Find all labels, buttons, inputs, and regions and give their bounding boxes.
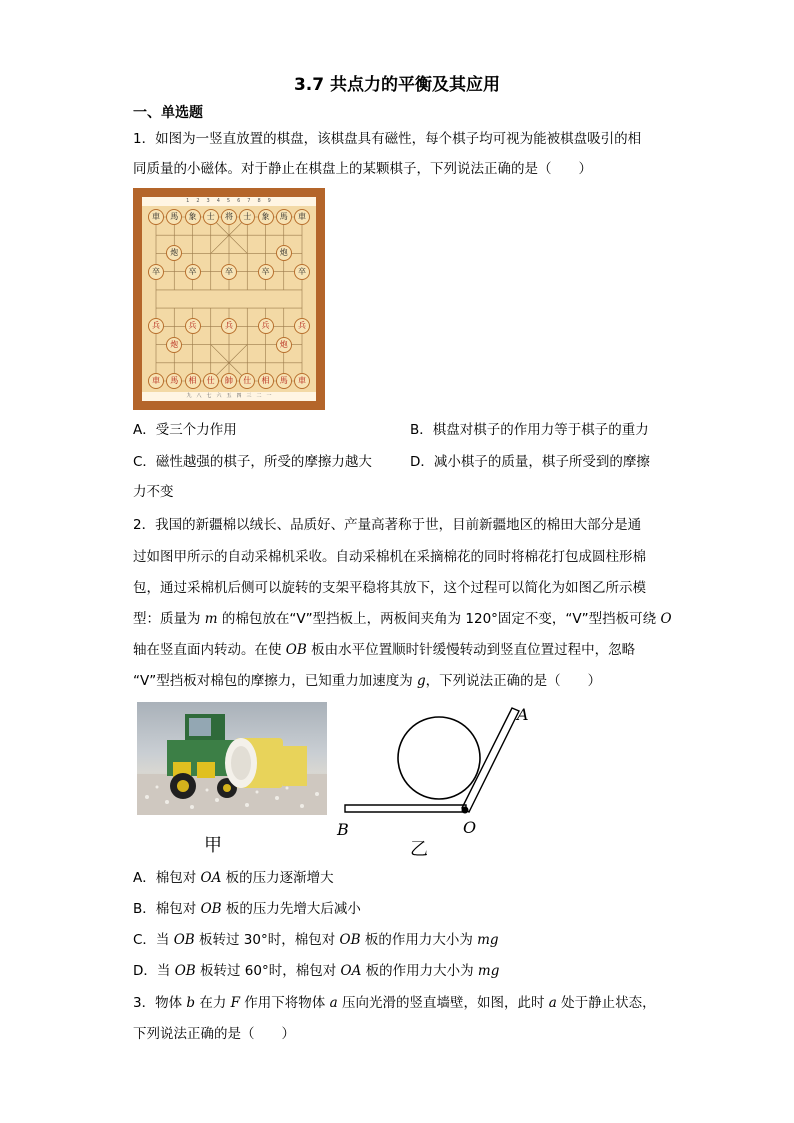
var-OB: OB <box>173 932 195 948</box>
cotton-harvester-photo <box>137 702 327 815</box>
q2-line4 <box>133 609 672 629</box>
q2-line5 <box>133 640 635 660</box>
chess-piece: 相 <box>185 373 201 389</box>
var-a: a <box>548 995 557 1011</box>
var-g: g <box>417 673 426 689</box>
var-OB: OB <box>174 963 196 979</box>
chess-piece: 炮 <box>166 245 182 261</box>
chess-piece: 卒 <box>148 264 164 280</box>
chess-piece: 馬 <box>276 373 292 389</box>
var-OA: OA <box>200 870 222 886</box>
q3-line1 <box>133 993 656 1013</box>
q2-option-b <box>133 899 361 919</box>
q2-optA-text-a: A．棉包对 <box>133 870 201 886</box>
v-board-diagram <box>335 695 545 860</box>
chess-piece: 車 <box>148 209 164 225</box>
chess-piece: 炮 <box>276 337 292 353</box>
q1-option-c: C．磁性越强的棋子，所受的摩擦力越大 <box>133 454 372 470</box>
q1-stem-line2: 同质量的小磁体。对于静止在棋盘上的某颗棋子，下列说法正确的是（ ） <box>133 161 592 177</box>
var-OB: OB <box>339 932 361 948</box>
q2-optA-text-b: 板的压力逐渐增大 <box>221 870 334 886</box>
figure-label-jia: 甲 <box>204 835 222 856</box>
var-mg: mg <box>477 932 499 948</box>
q1-option-a: A．受三个力作用 <box>133 422 237 438</box>
chess-piece: 車 <box>294 209 310 225</box>
q1-stem-line1: 1．如图为一竖直放置的棋盘，该棋盘具有磁性，每个棋子均可视为能被棋盘吸引的相 <box>133 131 642 147</box>
q2-optC-text-b: 板转过 30°时，棉包对 <box>194 932 340 948</box>
pivot-O <box>462 807 469 814</box>
section-heading: 一、单选题 <box>133 105 203 121</box>
chess-piece: 象 <box>185 209 201 225</box>
q2-line5-text-b: 板由水平位置顺时针缓慢转动到竖直位置过程中，忽略 <box>306 642 636 658</box>
chess-piece: 相 <box>258 373 274 389</box>
q2-line1: 2．我国的新疆棉以绒长、品质好、产量高著称于世，目前新疆地区的棉田大部分是通 <box>133 517 642 533</box>
q2-line6-text-b: ，下列说法正确的是（ ） <box>425 673 602 689</box>
chess-piece: 卒 <box>221 264 237 280</box>
board-ruler-bottom-text: 九 八 七 六 五 四 三 二 一 <box>186 393 272 399</box>
chess-piece: 馬 <box>276 209 292 225</box>
chess-board-image <box>133 188 325 410</box>
q2-optC-text-a: C．当 <box>133 932 174 948</box>
chess-piece: 炮 <box>166 337 182 353</box>
cotton-bale-circle <box>398 717 480 799</box>
page-title: 3.7 共点力的平衡及其应用 <box>293 75 501 95</box>
q2-line2: 过如图甲所示的自动采棉机采收。自动采棉机在采摘棉花的同时将棉花打包成圆柱形棉 <box>133 549 646 565</box>
chess-piece: 士 <box>239 209 255 225</box>
var-m: m <box>204 611 218 627</box>
q3-text-b: 在力 <box>195 995 231 1011</box>
harvester-illustration <box>137 702 327 815</box>
q3-text-a: 3．物体 <box>133 995 187 1011</box>
board-grid <box>142 197 316 401</box>
chess-piece: 士 <box>203 209 219 225</box>
var-mg: mg <box>477 963 500 979</box>
chess-piece: 帥 <box>221 373 237 389</box>
chess-piece: 卒 <box>258 264 274 280</box>
q3-line2: 下列说法正确的是（ ） <box>133 1026 295 1042</box>
chess-piece: 車 <box>148 373 164 389</box>
board-ruler-bottom <box>142 392 316 401</box>
label-O: O <box>463 818 477 837</box>
q2-option-d <box>133 961 499 981</box>
chess-piece: 将 <box>221 209 237 225</box>
chess-piece: 炮 <box>276 245 292 261</box>
q2-optB-text-b: 板的压力先增大后减小 <box>221 901 361 917</box>
q2-optD-text-b: 板转过 60°时，棉包对 <box>195 963 341 979</box>
board-OA <box>462 708 519 812</box>
var-O: O <box>660 611 672 627</box>
chess-piece: 兵 <box>221 318 237 334</box>
chess-piece: 馬 <box>166 209 182 225</box>
q2-optD-text-a: D．当 <box>133 963 175 979</box>
var-OB: OB <box>200 901 222 917</box>
q2-line4-text-b: 的棉包放在“V”型挡板上，两板间夹角为 120°固定不变，“V”型挡板可绕 <box>217 611 661 627</box>
q2-line3: 包，通过采棉机后侧可以旋转的支架平稳将其放下，这个过程可以简化为如图乙所示模 <box>133 580 646 596</box>
board-OB <box>345 805 466 812</box>
q2-line6-text-a: “V”型挡板对棉包的摩擦力，已知重力加速度为 <box>133 673 418 689</box>
q2-option-c <box>133 930 499 950</box>
var-OB: OB <box>285 642 307 658</box>
q2-line5-text-a: 轴在竖直面内转动。在使 <box>133 642 286 658</box>
chess-piece: 仕 <box>203 373 219 389</box>
chess-piece: 象 <box>258 209 274 225</box>
q2-optC-text-c: 板的作用力大小为 <box>360 932 478 948</box>
chess-piece: 車 <box>294 373 310 389</box>
q2-option-a <box>133 868 334 888</box>
label-B: B <box>337 820 349 839</box>
q2-optD-text-c: 板的作用力大小为 <box>361 963 478 979</box>
q3-text-e: 处于静止状态， <box>556 995 656 1011</box>
label-A: A <box>517 705 529 724</box>
q2-line6 <box>133 671 601 691</box>
var-OA: OA <box>340 963 362 979</box>
chess-piece: 馬 <box>166 373 182 389</box>
var-a: a <box>329 995 338 1011</box>
q1-option-b: B．棋盘对棋子的作用力等于棋子的重力 <box>410 422 649 438</box>
chess-piece: 卒 <box>294 264 310 280</box>
chess-piece: 卒 <box>185 264 201 280</box>
var-F: F <box>230 995 241 1011</box>
chess-piece: 兵 <box>148 318 164 334</box>
chess-piece: 仕 <box>239 373 255 389</box>
chess-piece: 兵 <box>185 318 201 334</box>
board-ruler-top-text: 1 2 3 4 5 6 7 8 9 <box>186 198 272 204</box>
var-b: b <box>186 995 196 1011</box>
q3-text-c: 作用下将物体 <box>240 995 330 1011</box>
q2-line4-text-a: 型：质量为 <box>133 611 205 627</box>
q1-option-d-line2: 力不变 <box>133 484 174 500</box>
q2-optB-text-a: B．棉包对 <box>133 901 201 917</box>
q3-text-d: 压向光滑的竖直墙壁，如图，此时 <box>337 995 549 1011</box>
chess-piece: 兵 <box>294 318 310 334</box>
chess-piece: 兵 <box>258 318 274 334</box>
figure-label-yi: 乙 <box>410 839 428 860</box>
q1-option-d-line1: D．减小棋子的质量，棋子所受到的摩擦 <box>410 454 650 470</box>
